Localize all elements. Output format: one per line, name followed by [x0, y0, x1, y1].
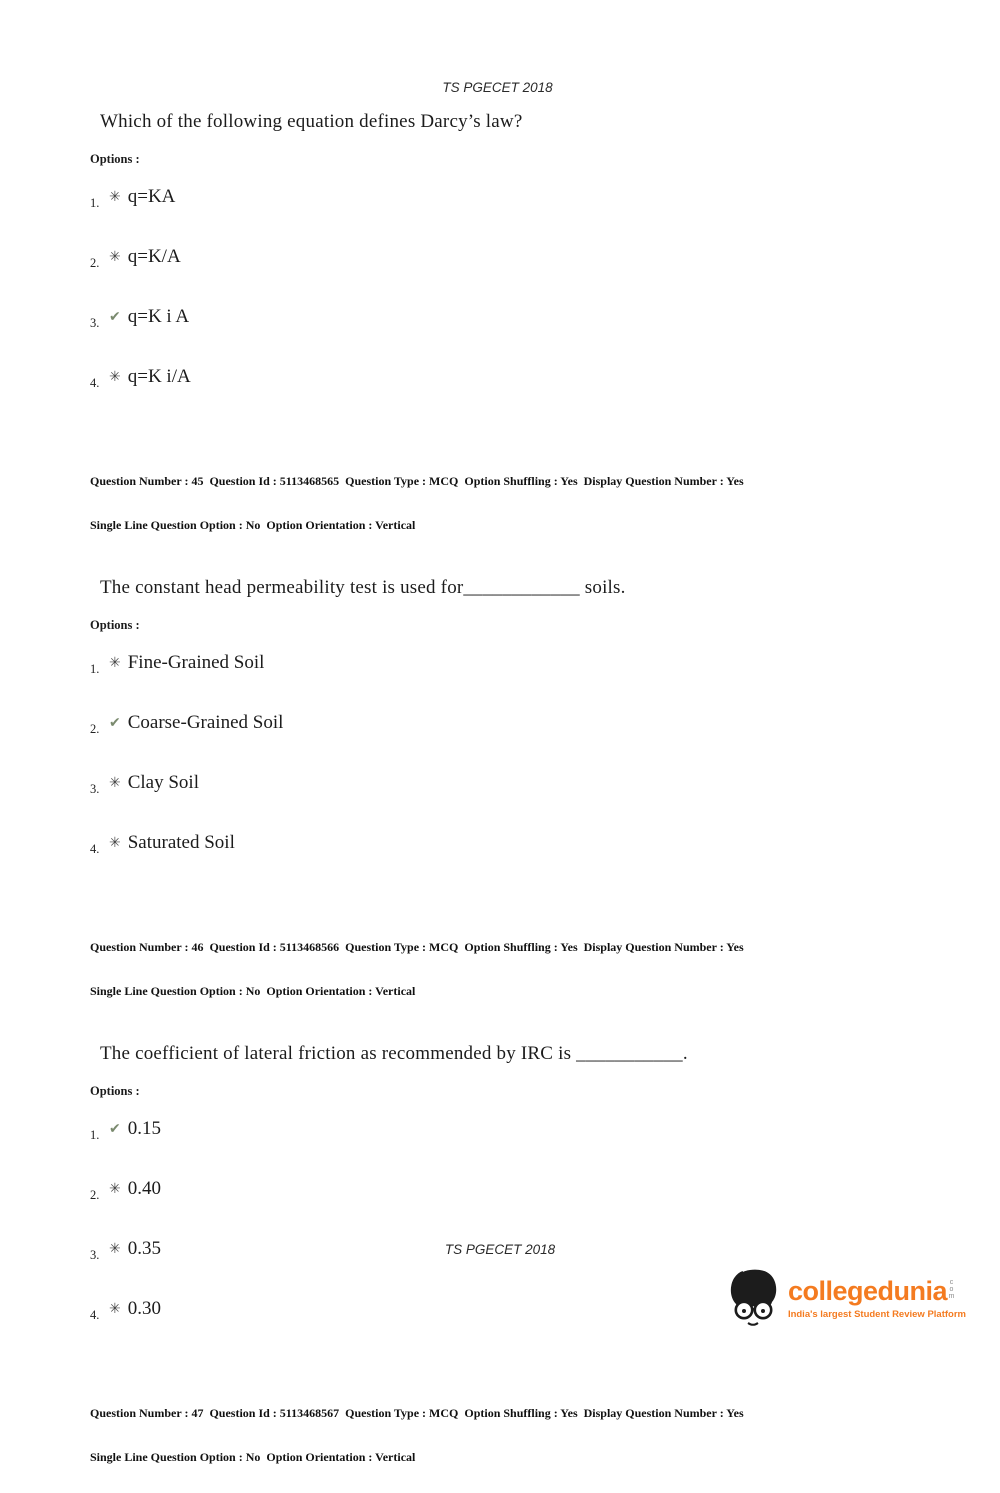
option-text: q=KA	[127, 186, 176, 207]
question-block	[90, 577, 905, 1027]
collegedunia-logo	[727, 1268, 966, 1328]
options-label: Options :	[90, 618, 140, 632]
question-text: Which of the following equation defines Darcy’s law?	[100, 111, 523, 132]
option-text: Coarse-Grained Soil	[127, 712, 284, 733]
meta-line-1: Question Number : 45 Question Id : 5113468565 Question Type : MCQ Option Shuffling : Yes Display Question Number : Yes	[90, 474, 744, 488]
page-footer-title: TS PGECET 2018	[444, 1242, 556, 1257]
option-row	[90, 772, 905, 813]
question-meta	[90, 1377, 905, 1493]
option-text: q=K i A	[127, 306, 190, 327]
option-row	[90, 712, 905, 753]
question-text: The constant head permeability test is used for____________ soils.	[100, 577, 626, 598]
incorrect-marker-icon: ✳	[109, 249, 121, 265]
option-number: 1.	[90, 662, 100, 676]
option-row	[90, 652, 905, 693]
option-text: 0.40	[127, 1178, 161, 1199]
brand-suffix: com	[947, 1278, 955, 1300]
question-meta	[90, 911, 905, 1027]
incorrect-marker-icon: ✳	[109, 1181, 121, 1197]
option-text: q=K/A	[127, 246, 181, 267]
option-number: 2.	[90, 722, 100, 736]
option-number: 4.	[90, 842, 100, 856]
question-text: The coefficient of lateral friction as recommended by IRC is ___________.	[100, 1043, 688, 1064]
meta-line-1: Question Number : 47 Question Id : 5113468567 Question Type : MCQ Option Shuffling : Yes Display Question Number : Yes	[90, 1406, 744, 1420]
meta-line-2: Single Line Question Option : No Option Orientation : Vertical	[90, 1449, 416, 1464]
meta-line-2: Single Line Question Option : No Option Orientation : Vertical	[90, 983, 416, 998]
option-number: 3.	[90, 782, 100, 796]
correct-marker-icon: ✔	[109, 715, 121, 731]
option-row	[90, 1178, 905, 1219]
option-row	[90, 186, 905, 227]
incorrect-marker-icon: ✳	[109, 1241, 121, 1257]
incorrect-marker-icon: ✳	[109, 1301, 121, 1317]
question-block	[90, 111, 905, 561]
option-text: 0.30	[127, 1298, 161, 1319]
option-number: 1.	[90, 1128, 100, 1142]
option-text: Clay Soil	[127, 772, 199, 793]
incorrect-marker-icon: ✳	[109, 775, 121, 791]
incorrect-marker-icon: ✳	[109, 189, 121, 205]
question-meta	[90, 445, 905, 561]
option-number: 2.	[90, 1188, 100, 1202]
incorrect-marker-icon: ✳	[109, 835, 121, 851]
incorrect-marker-icon: ✳	[109, 655, 121, 671]
doodle-face-icon	[727, 1268, 779, 1328]
brand-name: collegedunia	[787, 1275, 947, 1306]
correct-marker-icon: ✔	[109, 1121, 121, 1137]
meta-line-2: Single Line Question Option : No Option Orientation : Vertical	[90, 517, 416, 532]
option-number: 2.	[90, 256, 100, 270]
option-number: 4.	[90, 376, 100, 390]
option-number: 4.	[90, 1308, 100, 1322]
option-row	[90, 1118, 905, 1159]
option-row	[90, 366, 905, 407]
option-number: 1.	[90, 196, 100, 210]
options-label: Options :	[90, 152, 140, 166]
option-text: 0.35	[127, 1238, 161, 1259]
brand-tagline: India's largest Student Review Platform	[787, 1308, 966, 1320]
meta-line-1: Question Number : 46 Question Id : 5113468566 Question Type : MCQ Option Shuffling : Yes Display Question Number : Yes	[90, 940, 744, 954]
option-row	[90, 246, 905, 287]
option-row	[90, 306, 905, 347]
incorrect-marker-icon: ✳	[109, 369, 121, 385]
correct-marker-icon: ✔	[109, 309, 121, 325]
option-number: 3.	[90, 316, 100, 330]
option-text: Fine-Grained Soil	[127, 652, 265, 673]
page-header-title: TS PGECET 2018	[442, 80, 553, 95]
options-label: Options :	[90, 1084, 140, 1098]
option-text: Saturated Soil	[127, 832, 235, 853]
option-number: 3.	[90, 1248, 100, 1262]
option-text: 0.15	[127, 1118, 161, 1139]
option-text: q=K i/A	[127, 366, 191, 387]
option-row	[90, 832, 905, 873]
